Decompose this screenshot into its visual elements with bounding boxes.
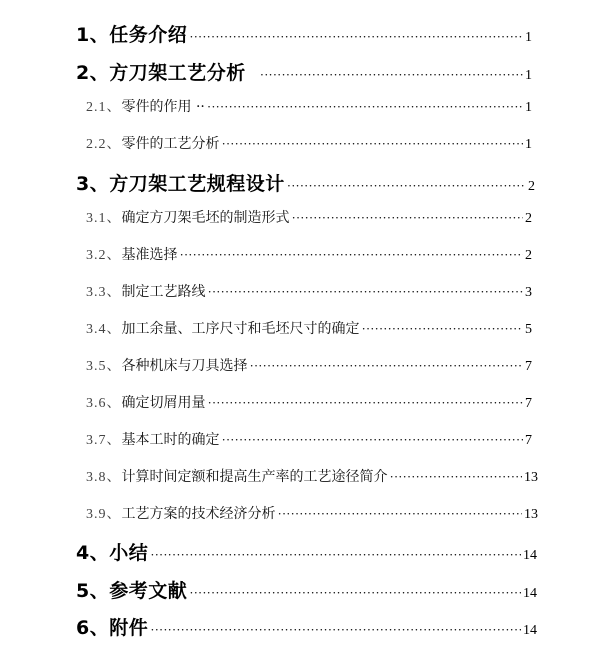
toc-section-text: 制定工艺路线 [121,284,206,300]
toc-entry-3-5[interactable] [86,355,532,375]
dot-leader [207,99,523,115]
toc-entry-title: 4、小结 [76,542,149,564]
toc-section-text: 各种机床与刀具选择 [121,358,248,374]
toc-page-number: 2 [528,179,535,194]
toc-entry-2-2[interactable] [86,133,532,153]
toc-entry-2[interactable] [76,58,532,85]
dot-leader [208,284,524,300]
toc-entry-title: 1、任务介绍 [76,24,188,46]
toc-section-text: 基准选择 [121,247,178,263]
toc-page-number: 2 [525,248,532,263]
toc-page-number: 1 [525,137,532,152]
toc-entry-title [86,392,206,412]
toc-page-number: 14 [523,586,537,601]
toc-entry-title [86,318,360,338]
dot-leader [278,506,523,522]
toc-entry-title [86,207,290,227]
dot-leader [260,67,523,83]
toc-entry-title [86,503,276,523]
dot-leader [292,210,524,226]
dot-leader [222,136,524,152]
toc-section-number: 3.3、 [86,285,122,300]
toc-entry-3-6[interactable] [86,392,532,412]
toc-section-number: 3.5、 [86,359,122,374]
toc-page-number: 5 [525,322,532,337]
toc-section-number: 3.2、 [86,248,122,263]
toc-entry-6[interactable] [76,613,537,640]
toc-entry-title [86,96,205,116]
dot-leader [189,585,521,601]
toc-entry-3-3[interactable] [86,281,532,301]
toc-section-text: 工艺方案的技术经济分析 [121,506,276,522]
toc-section-text: 加工余量、工序尺寸和毛坯尺寸的确定 [121,321,360,337]
toc-section-text: 确定方刀架毛坯的制造形式 [121,210,290,226]
toc-section-number: 2.2、 [86,137,122,152]
toc-section-number: 3.8、 [86,470,122,485]
toc-page-number: 13 [524,507,538,522]
toc-section-text: 计算时间定额和提高生产率的工艺途径简介 [121,469,388,485]
toc-section-text: 零件的工艺分析 [121,136,220,152]
toc-section-number: 2.1、 [86,100,122,115]
toc-entry-title [86,133,220,153]
dot-leader [150,622,521,638]
toc-entry-title [86,244,178,264]
toc-page-number: 7 [525,433,532,448]
toc-entry-1[interactable] [76,20,532,47]
toc-page-number: 2 [525,211,532,226]
toc-page-number: 13 [524,470,538,485]
toc-entry-3-1[interactable] [86,207,532,227]
toc-entry-5[interactable] [76,576,537,603]
dot-leader [150,547,521,563]
toc-section-number: 3.9、 [86,507,122,522]
toc-entry-3-9[interactable] [86,503,538,523]
dot-leader [287,178,526,194]
toc-entry-title: 6、附件 [76,617,149,639]
toc-section-text: 确定切屑用量 [121,395,206,411]
dot-leader [189,29,523,45]
toc-page-number: 1 [525,100,532,115]
toc-page-number: 3 [525,285,532,300]
toc-section-number: 3.6、 [86,396,122,411]
dot-leader [180,247,524,263]
dot-leader [222,432,524,448]
toc-entry-2-1[interactable] [86,96,532,116]
toc-section-number: 3.1、 [86,211,122,226]
toc-page-number: 14 [523,548,537,563]
dot-leader [250,358,524,374]
toc-entry-title [86,429,220,449]
toc-entry-4[interactable] [76,538,537,565]
toc-section-number: 3.4、 [86,322,122,337]
toc-section-number: 3.7、 [86,433,122,448]
toc-entry-3-8[interactable] [86,466,538,486]
toc-entry-title [86,355,248,375]
toc-page-number: 1 [525,68,532,83]
toc-section-text: 零件的作用 [121,99,192,115]
dot-leader [362,321,524,337]
toc-page-number: 7 [525,359,532,374]
toc-entry-3-4[interactable] [86,318,532,338]
toc-entry-title: 3、方刀架工艺规程设计 [76,173,285,195]
dot-leader [390,469,523,485]
toc-extra-dots: ·· [195,99,205,115]
toc-entry-title: 2、方刀架工艺分析 [76,62,246,84]
toc-page-number: 1 [525,30,532,45]
dot-leader [208,395,524,411]
toc-entry-title [86,466,388,486]
toc-page-number: 14 [523,623,537,638]
toc-section-text: 基本工时的确定 [121,432,220,448]
toc-entry-title: 5、参考文献 [76,580,188,602]
toc-page-number: 7 [525,396,532,411]
toc-entry-3[interactable] [76,169,535,196]
toc-entry-3-2[interactable] [86,244,532,264]
toc-entry-title [86,281,206,301]
toc-entry-3-7[interactable] [86,429,532,449]
